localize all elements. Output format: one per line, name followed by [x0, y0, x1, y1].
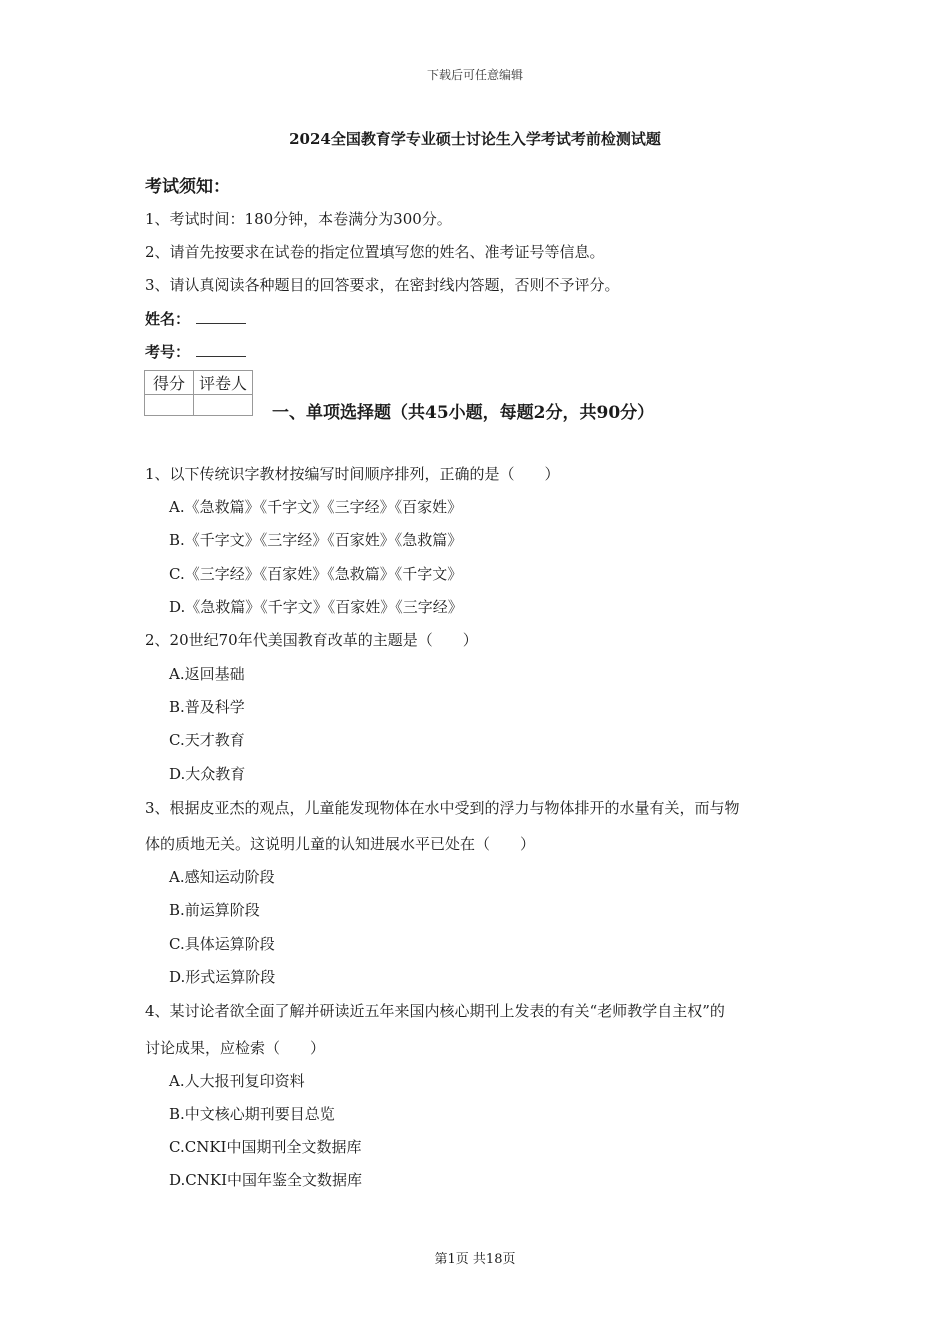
question-option: B.前运算阶段 — [169, 901, 260, 919]
score-cell — [145, 395, 194, 416]
question-text: 1、以下传统识字教材按编写时间顺序排列，正确的是（ ） — [145, 465, 560, 483]
question-option: B.《千字文》《三字经》《百家姓》《急救篇》 — [169, 531, 463, 549]
id-blank — [196, 342, 246, 357]
question-option: D.《急救篇》《千字文》《百家姓》《三字经》 — [169, 598, 463, 616]
notice-item: 1、考试时间：180分钟，本卷满分为300分。 — [145, 210, 452, 228]
name-label: 姓名： — [145, 310, 191, 328]
score-table — [144, 370, 253, 416]
name-field — [145, 308, 246, 329]
question-option: B.中文核心期刊要目总览 — [169, 1105, 335, 1123]
question-text-continued: 讨论成果，应检索（ ） — [145, 1039, 326, 1057]
question-option: D.形式运算阶段 — [169, 968, 276, 986]
name-blank — [196, 309, 246, 324]
question-option: C.《三字经》《百家姓》《急救篇》《千字文》 — [169, 565, 463, 583]
question-option: B.普及科学 — [169, 698, 245, 716]
notice-heading: 考试须知： — [145, 177, 230, 197]
question-option: A.返回基础 — [169, 665, 245, 683]
question-text: 3、根据皮亚杰的观点，儿童能发现物体在水中受到的浮力与物体排开的水量有关，而与物 — [145, 799, 740, 817]
notice-item: 2、请首先按要求在试卷的指定位置填写您的姓名、准考证号等信息。 — [145, 243, 605, 261]
question-text-continued: 体的质地无关。这说明儿童的认知进展水平已处在（ ） — [145, 835, 536, 853]
question-option: D.CNKI中国年鉴全文数据库 — [169, 1171, 362, 1189]
question-option: A.感知运动阶段 — [169, 868, 275, 886]
page-footer: 第1页 共18页 — [434, 1252, 516, 1267]
question-text: 4、某讨论者欲全面了解并研读近五年来国内核心期刊上发表的有关“老师教学自主权”的 — [145, 1002, 725, 1020]
question-text: 2、20世纪70年代美国教育改革的主题是（ ） — [145, 631, 478, 649]
question-option: D.大众教育 — [169, 765, 246, 783]
score-col-header: 得分 — [145, 371, 194, 395]
question-option: C.CNKI中国期刊全文数据库 — [169, 1138, 362, 1156]
question-option: C.具体运算阶段 — [169, 935, 275, 953]
section-title: 一、单项选择题（共45小题，每题2分，共90分） — [272, 403, 655, 423]
id-label: 考号： — [145, 343, 191, 361]
question-option: C.天才教育 — [169, 731, 245, 749]
page-title: 2024全国教育学专业硕士讨论生入学考试考前检测试题 — [289, 130, 661, 148]
grader-cell — [194, 395, 253, 416]
question-option: A.《急救篇》《千字文》《三字经》《百家姓》 — [169, 498, 463, 516]
id-field — [145, 341, 246, 362]
question-option: A.人大报刊复印资料 — [169, 1072, 305, 1090]
header-note: 下载后可任意编辑 — [426, 68, 523, 82]
notice-item: 3、请认真阅读各种题目的回答要求，在密封线内答题，否则不予评分。 — [145, 276, 620, 294]
grader-col-header: 评卷人 — [194, 371, 253, 395]
